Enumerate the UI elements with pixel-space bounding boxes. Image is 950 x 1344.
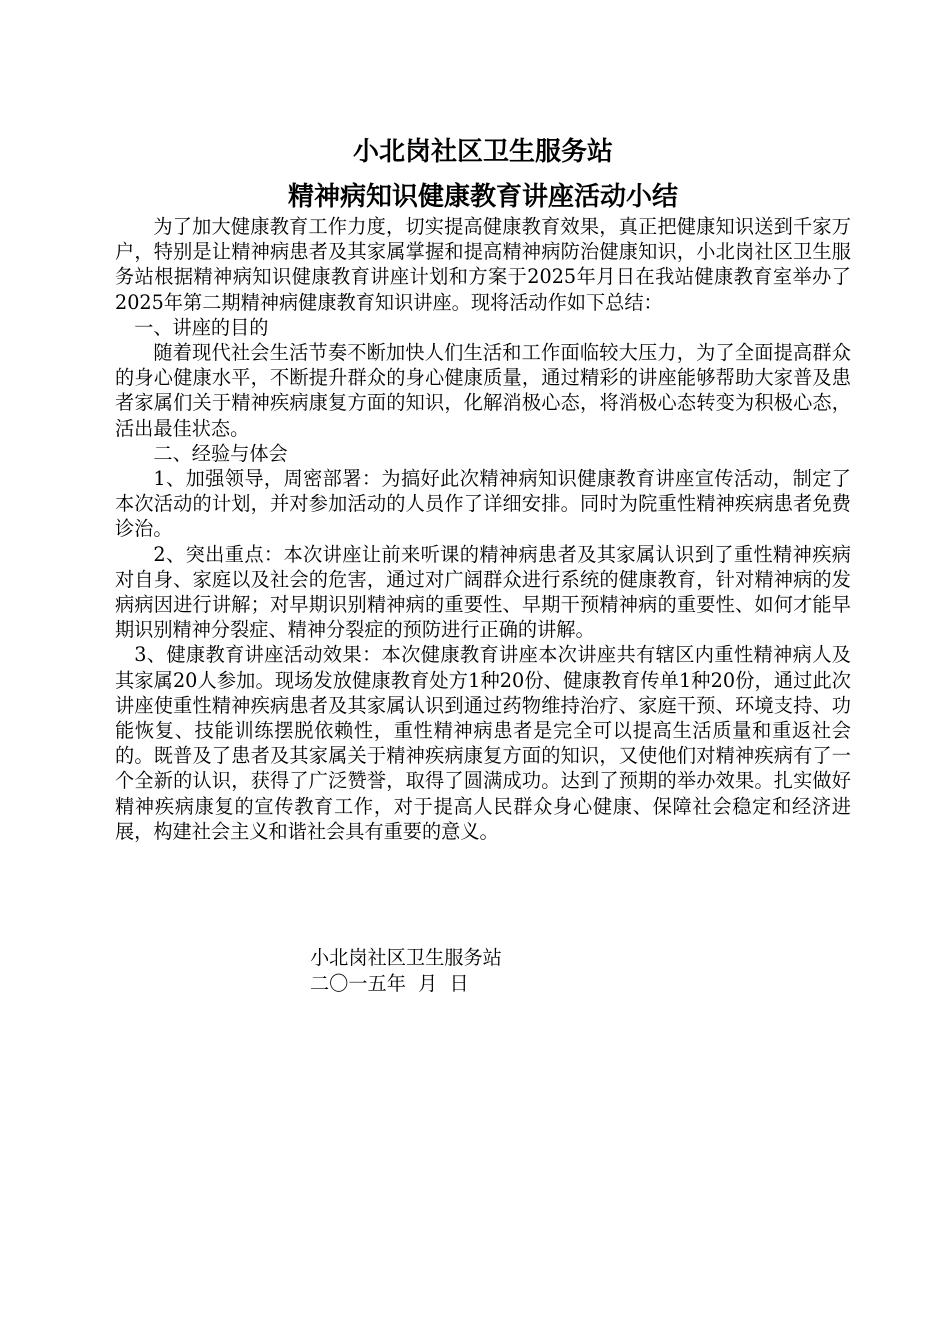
signature-org: 小北岗社区卫生服务站: [310, 946, 502, 969]
signature-date: 二〇一五年 月 日: [310, 972, 469, 995]
experience-item-1: 1、加强领导，周密部署：为搞好此次精神病知识健康教育讲座宣传活动，制定了本次活动的计划，并对参加活动的人员作了详细安排。同时为院重性精神疾病患者免费诊治。: [115, 467, 851, 541]
purpose-paragraph: 随着现代社会生活节奏不断加快人们生活和工作面临较大压力，为了全面提高群众的身心健康水平，不断提升群众的身心健康质量，通过精彩的讲座能够帮助大家普及患者家属们关于精神疾病康复方面的知识，化解消极心态，将消极心态转变为积极心态，活出最佳状态。: [115, 341, 851, 440]
document-text: [115, 214, 851, 844]
document-body: [115, 130, 851, 844]
experience-item-2: 2、突出重点：本次讲座让前来听课的精神病患者及其家属认识到了重性精神疾病对自身、家庭以及社会的危害，通过对广阔群众进行系统的健康教育，针对精神病的发病病因进行讲解；对早期识别精神病的重要性、早期干预精神病的重要性、如何才能早期识别精神分裂症、精神分裂症的预防进行正确的讲解。: [115, 542, 851, 642]
section-heading-experience: 二、经验与体会: [153, 441, 288, 465]
signature-block: [310, 945, 502, 997]
document-title-line2: 精神病知识健康教育讲座活动小结: [287, 182, 678, 212]
experience-item-3: 3、健康教育讲座活动效果：本次健康教育讲座本次讲座共有辖区内重性精神病人及其家属20人参加。现场发放健康教育处方1种20份、健康教育传单1种20份，通过此次讲座使重性精神疾病患者及其家属认识到通过药物维持治疗、家庭干预、环境支持、功能恢复、技能训练摆脱依赖性，重性精神病患者是完全可以提高生活质量和重返社会的。既普及了患者及其家属关于精神疾病康复方面的知识，又使他们对精神疾病有了一个全新的认识，获得了广泛赞誉，取得了圆满成功。达到了预期的举办效果。扎实做好精神疾病康复的宣传教育工作，对于提高人民群众身心健康、保障社会稳定和经济进展，构建社会主义和谐社会具有重要的意义。: [115, 643, 851, 843]
document-title-line1: 小北岗社区卫生服务站: [352, 137, 613, 167]
intro-paragraph: 为了加大健康教育工作力度，切实提高健康教育效果，真正把健康知识送到千家万户，特别是让精神病患者及其家属掌握和提高精神病防治健康知识，小北岗社区卫生服务站根据精神病知识健康教育讲座计划和方案于2025年月日在我站健康教育室举办了2025年第二期精神病健康教育知识讲座。现将活动作如下总结：: [115, 215, 851, 314]
section-heading-purpose: 一、讲座的目的: [134, 315, 269, 339]
